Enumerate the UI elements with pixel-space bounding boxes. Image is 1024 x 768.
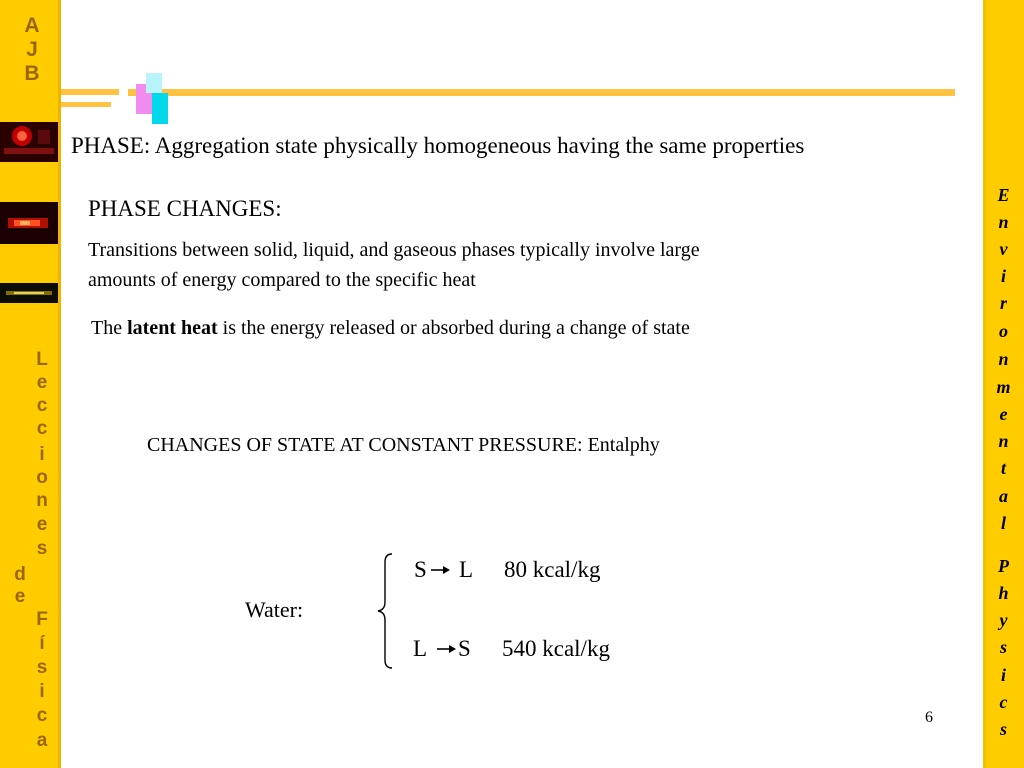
- latent-heat-term: latent heat: [127, 317, 218, 339]
- left-sidebar-edge: [58, 0, 61, 768]
- vertical-char: c: [36, 395, 48, 416]
- vertical-char: í: [39, 633, 45, 654]
- vertical-char: y: [999, 610, 1008, 630]
- accent-light-cyan-square: [146, 73, 162, 93]
- spectrum-thumbnail-image: [0, 283, 58, 303]
- phase-definition: PHASE: Aggregation state physically homogeneous having the same properties: [71, 133, 805, 158]
- water-label: Water:: [245, 597, 304, 622]
- vertical-char: e: [36, 372, 48, 393]
- vertical-char: m: [996, 377, 1011, 397]
- vertical-char: c: [36, 418, 48, 439]
- right-sidebar: [983, 0, 1024, 768]
- vertical-char: P: [998, 556, 1009, 576]
- glow-thumbnail-image: [0, 202, 58, 244]
- left-sidebar: [0, 0, 61, 768]
- vertical-char: n: [998, 431, 1009, 451]
- vertical-char: c: [999, 692, 1008, 712]
- vertical-char: E: [997, 185, 1010, 205]
- latent-heat-sentence: [91, 317, 690, 340]
- transitions-line-1: Transitions between solid, liquid, and gaseous phases typically involve large: [88, 239, 700, 261]
- vertical-char: e: [14, 586, 26, 607]
- curly-brace-icon: [374, 552, 396, 670]
- fire-thumbnail-image: [0, 122, 58, 162]
- arrow-right-icon: [430, 563, 452, 577]
- vertical-char: s: [999, 637, 1007, 657]
- header-rule-main: [128, 89, 955, 96]
- vertical-char: i: [39, 444, 45, 465]
- initial-a: A: [24, 14, 40, 37]
- vertical-char: d: [14, 564, 26, 585]
- row2-value: 540 kcal/kg: [502, 636, 610, 661]
- vertical-char: s: [36, 538, 48, 559]
- vertical-char: l: [1000, 513, 1006, 533]
- latent-prefix: The: [91, 317, 128, 339]
- vertical-char: o: [999, 321, 1008, 341]
- accent-cyan-square: [152, 93, 168, 124]
- vertical-char: n: [36, 490, 48, 511]
- vertical-char: a: [999, 486, 1008, 506]
- vertical-char: s: [999, 719, 1007, 739]
- vertical-char: o: [36, 467, 48, 488]
- row1-to-state: L: [459, 557, 474, 582]
- vertical-char: L: [36, 349, 48, 370]
- initial-b: B: [24, 62, 40, 85]
- vertical-char: i: [1000, 665, 1006, 685]
- row2-to-state: S: [458, 636, 471, 661]
- phase-changes-heading: PHASE CHANGES:: [88, 196, 282, 221]
- vertical-char: n: [998, 349, 1009, 369]
- header-rule-left-bottom: [61, 102, 111, 107]
- latent-suffix: is the energy released or absorbed during a change of state: [217, 317, 690, 339]
- vertical-char: e: [999, 404, 1008, 424]
- vertical-char: r: [999, 293, 1007, 313]
- changes-of-state-heading: CHANGES OF STATE AT CONSTANT PRESSURE: Entalphy: [147, 434, 660, 456]
- vertical-char: t: [1000, 458, 1006, 478]
- vertical-char: F: [36, 609, 48, 630]
- vertical-char: c: [36, 705, 48, 726]
- vertical-char: v: [999, 239, 1008, 259]
- row1-from-state: S: [414, 557, 427, 582]
- vertical-char: s: [36, 657, 48, 678]
- vertical-char: a: [36, 730, 48, 751]
- vertical-char: n: [998, 212, 1009, 232]
- vertical-char: e: [36, 514, 48, 535]
- row1-value: 80 kcal/kg: [504, 557, 601, 582]
- initial-j: J: [26, 38, 38, 61]
- vertical-char: i: [39, 681, 45, 702]
- row2-from-state: L: [413, 636, 428, 661]
- author-initials: [22, 14, 42, 86]
- vertical-char: h: [998, 583, 1009, 603]
- header-rule-left-top: [61, 89, 119, 95]
- vertical-char: i: [1000, 266, 1006, 286]
- arrow-right-icon: [436, 642, 458, 656]
- page-number: 6: [925, 709, 933, 726]
- transitions-line-2: amounts of energy compared to the specific heat: [88, 269, 476, 291]
